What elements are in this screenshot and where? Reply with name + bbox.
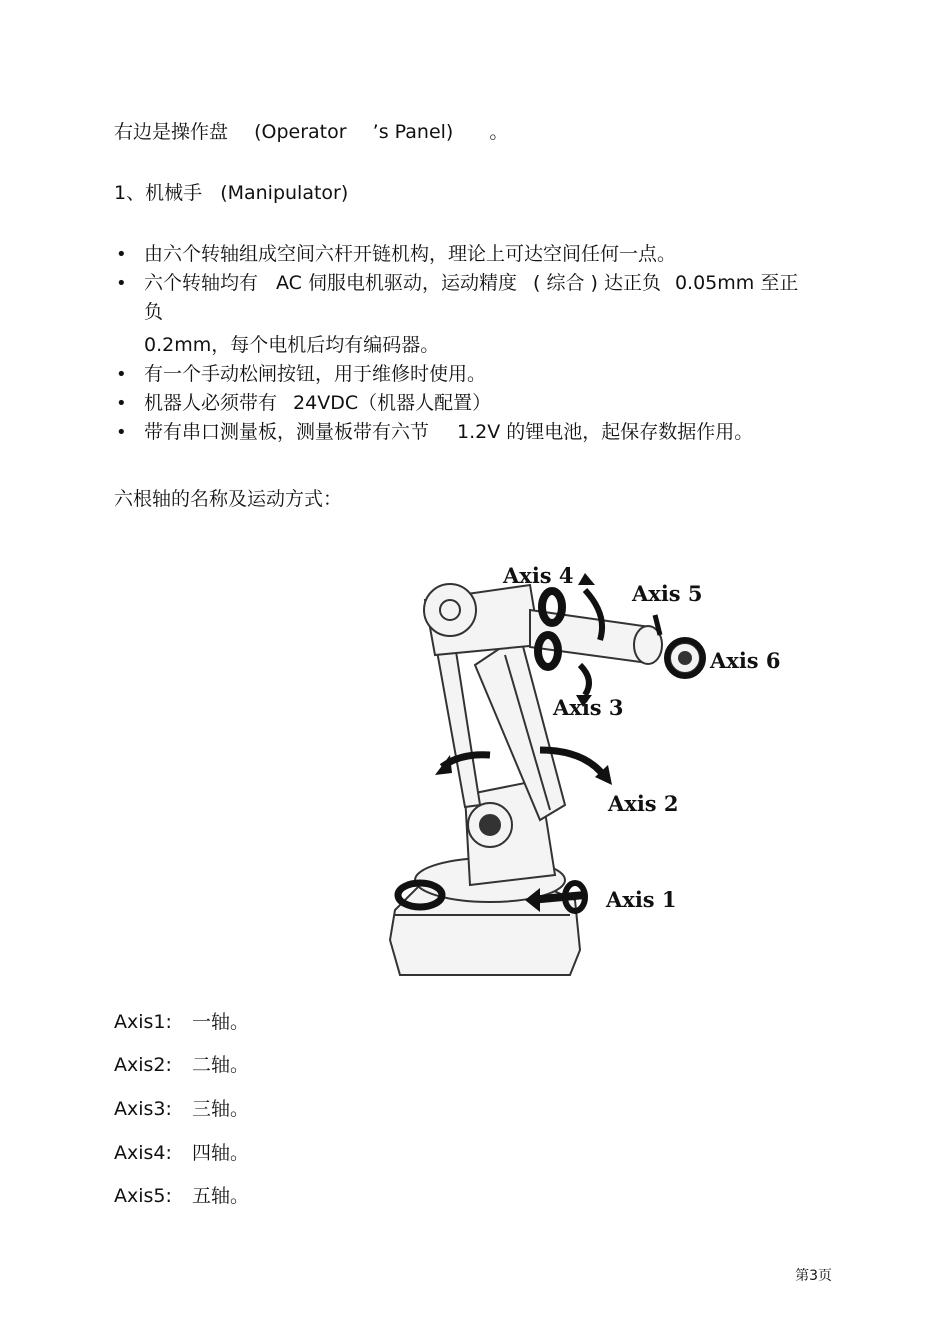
list-item [114,418,844,447]
section-heading [114,181,348,205]
list-item [114,240,844,269]
bullet-text: 由六个转轴组成空间六杆开链机构，理论上可达空间任何一点。 [144,243,677,265]
axis-label: Axis 6 [710,648,781,673]
list-item [114,269,844,360]
list-item [114,360,844,389]
bullet-text: 负 [144,301,164,323]
bullet-text: 1.2V 的锂电池，起保存数据作用。 [457,421,754,443]
intro-paren2: ’s Panel) [372,121,454,143]
axis-row [114,1141,249,1165]
axis-label: Axis 1 [606,887,677,912]
axis-row [114,1184,249,1208]
robot-arm-illustration [390,584,700,975]
section-title: (Manipulator) [220,182,349,204]
bullet-text: 六个转轴均有 [144,272,259,294]
robot-arm-diagram [380,555,800,985]
axis-key: Axis3: [114,1098,172,1120]
bullet-text: 0.05mm 至正 [674,272,799,294]
axis-label: Axis 4 [503,563,574,588]
axis-key: Axis4: [114,1142,172,1164]
axis-value: 五轴。 [192,1185,250,1207]
intro-line [114,120,508,144]
axis-row [114,1097,249,1121]
axis-label: Axis 5 [632,581,703,606]
list-item [114,389,844,418]
intro-paren: (Operator [254,121,347,143]
bullet-text: AC 伺服电机驱动，运动精度 [276,272,517,294]
section-number: 1、机械手 [114,182,203,204]
axis-key: Axis5: [114,1185,172,1207]
bullet-text: 有一个手动松闸按钮，用于维修时使用。 [144,363,487,385]
bullet-text: 0.2mm，每个电机后均有编码器。 [144,334,440,356]
intro-end: 。 [489,121,509,143]
axis-value: 二轴。 [192,1054,250,1076]
axis-value: 一轴。 [192,1011,250,1033]
axis-row [114,1053,249,1077]
axis-value: 四轴。 [192,1142,250,1164]
feature-list [114,240,844,447]
axis-row [114,1010,249,1034]
bullet-text: 带有串口测量板，测量板带有六节 [144,421,430,443]
bullet-text: 机器人必须带有 [144,392,278,414]
page-number: 第3页 [795,1268,832,1284]
axis-label: Axis 3 [553,695,624,720]
axis-key: Axis2: [114,1054,172,1076]
bullet-text: 24VDC（机器人配置） [293,392,492,414]
axis-key: Axis1: [114,1011,172,1033]
axis-label: Axis 2 [608,791,679,816]
axis-value: 三轴。 [192,1098,250,1120]
intro-text: 右边是操作盘 [114,121,229,143]
axes-heading: 六根轴的名称及运动方式： [114,488,343,510]
bullet-text: ( 综合 ) 达正负 [533,272,661,294]
